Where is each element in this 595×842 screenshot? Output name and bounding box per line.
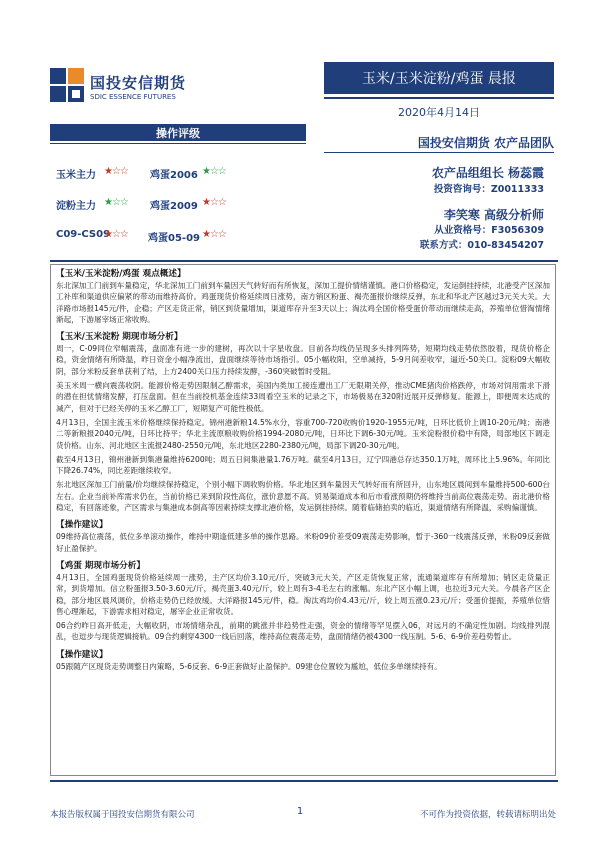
rating-stars-spread-c-cs: ★☆☆ <box>104 229 128 240</box>
rating-label-egg2009: 鸡蛋2009 <box>150 201 198 212</box>
corn-analysis-paragraph-4: 截至4月13日，锦州港新到集港量维持6200吨；周五日间集港量1.76万吨。截至4月13日，辽宁四港总存达350.1万吨，周环比上5.96%。年同比下降26.74%，同比差距继续收窄。 <box>56 454 550 476</box>
rating-stars-egg2009: ★☆☆ <box>202 197 226 208</box>
section-heading-egg-analysis: 【鸡蛋 期现市场分析】 <box>56 560 145 571</box>
egg-advice-paragraph: 05跟随产区现货走势调整日内策略，5-6反套、6-9正套做好止盈保护。09建仓位置较为尴尬，低位多单继续持有。 <box>56 661 442 671</box>
corn-analysis-paragraph-3: 4月13日，全国主流玉米价格继续保持稳定。锦州港新粮14.5%水分，容重700-720收购价1920-1955元/吨，日环比低价上调10-20元/吨；南港二等新粮报2040元/吨，日环比持平；华北主流原粮收购价格1994-2080元/吨，日环比下调6-30元/吨。玉米淀粉报价稳中有降，局部地区下调走货价格。山东、河北地区主流报2480-2550元/吨，东北地区2280-2380元/吨，局部下调20-30元/吨。 <box>56 417 550 450</box>
rating-label-starch: 淀粉主力 <box>56 201 96 212</box>
rating-divider <box>50 143 306 144</box>
analyst-2-name: 李笑寒 高级分析师 <box>443 208 544 222</box>
report-body <box>50 264 556 776</box>
analyst-1-name: 农产品组组长 杨蕊霞 <box>431 166 544 180</box>
rating-label-egg2006: 鸡蛋2006 <box>150 170 198 181</box>
egg-analysis-paragraph-2: 06合约昨日高开低走，大幅收阴，市场情绪杂乱，前期的跳涨并非趋势性走强，资金的情绪等罕见摆入06，对远月的不确定性加剧。均线排列混乱，也逗步与现货逻辑接轨。09合约剩穿4300一线后回落，维持高位震荡走势，盘面情绪仍被4300一线压制。5-6、6-9价差趋势暂止。 <box>56 621 550 642</box>
title-divider <box>324 97 554 99</box>
logo-name-en: SDIC ESSENCE FUTURES <box>90 93 176 101</box>
footer-copyright: 本报告版权属于国投安信期货有限公司 <box>50 810 195 820</box>
rating-title: 操作评级 <box>50 124 306 141</box>
section-heading-overview: 【玉米/玉米淀粉/鸡蛋 观点概述】 <box>56 269 186 279</box>
team-name: 国投安信期货 农产品团队 <box>417 136 554 150</box>
company-logo <box>50 66 210 116</box>
page-number: 1 <box>296 806 304 817</box>
team-divider <box>324 152 554 153</box>
corn-analysis-paragraph-1: 周一，C-09同位窄幅震荡，盘面准有进一步的建树，再次以十字星收盘。目前各均线仍呈现多头排列阵势，短期均线走势依然胶着，现货价格企稳，资金情绪有所降温，昨日资金小幅净流出，盘面继续等待市场指引。05小幅收阳，空单减持，5-9月间差收窄，逼近-50关口。淀粉09大幅收阴，部分米粉反套单获利了结，上方2400关口压力持续发酵，-360突破暂时受阻。 <box>56 344 550 376</box>
footer-rule <box>50 780 558 782</box>
report-date: 2020年4月14日 <box>398 106 480 119</box>
rating-label-egg-spread: 鸡蛋05-09 <box>148 233 200 244</box>
corn-analysis-paragraph-5: 东北地区深加工门前量/价均继续保持稳定，个别小幅下调收购价格。华北地区到车量因天气转好而有所回升，山东地区晨间到车量维持500-600台左右。企业当前补库需求仍在，当前价格已来到阶段性高位，涨价意愿不高。贸易渠道成本和后市看涨预期仍将维持当前高位震荡走势。南北港价格稳定，有回落迹象，产区需求与集港成本倒高等因素持续支撑北港价格，发运倒挂持续。随着临储拍卖的临近，渠道情绪有所降温，采购偏谨慎。 <box>56 480 550 513</box>
section-heading-egg-advice: 【操作建议】 <box>56 649 108 660</box>
analyst-2-contact: 联系方式：010-83454207 <box>419 240 544 251</box>
rating-label-spread-c-cs: C09-CS09 <box>56 229 111 240</box>
rating-stars-starch: ★☆☆ <box>104 197 128 208</box>
rating-stars-egg-spread: ★☆☆ <box>202 229 226 240</box>
analyst-1-license: 投资咨询号：Z0011333 <box>433 184 544 195</box>
egg-analysis-paragraph-1: 4月13日，全国鸡蛋现货价格延续周一涨势，主产区均价3.10元/斤，突破3元大关，产区走货恢复正常，流通渠道库存有所增加；销区走货量正常，到货增加。信立粉蛋报3.50-3.60元/斤，褐壳蛋3.40元/斤，较上周有3-4毛左右的涨幅。东北产区小幅上调，也拉近3元大关。今晨各产区企稳，部分地区晨风调价，价格走势仍已经放缓。大洋路报145元/件，稳。淘汰鸡均价4.43元/斤，较上周五涨0.23元/斤；受蛋价提振，养殖单位惜售心理渐起，下游需求相对稳定，屠宰企业正常收货。 <box>56 572 550 616</box>
rating-label-corn: 玉米主力 <box>56 170 96 181</box>
corn-advice-paragraph: 09维持高位震荡，低位多单滚动操作，维持中期逢低建多单的操作思路。米粉09价差受09震荡走势影响，暂于-360一线震荡反弹，米粉09反套做好止盈保护。 <box>56 532 550 553</box>
rating-stars-egg2006: ★☆☆ <box>202 166 226 177</box>
content-top-rule <box>50 260 558 262</box>
footer-disclaimer: 不可作为投资依据，转载请标明出处 <box>419 810 556 820</box>
report-title: 玉米/玉米淀粉/鸡蛋 晨报 <box>324 62 554 94</box>
section-heading-corn-advice: 【操作建议】 <box>56 520 108 531</box>
rating-stars-corn: ★☆☆ <box>104 166 128 177</box>
logo-name-cn: 国投安信期货 <box>90 74 187 92</box>
logo-mark-icon <box>50 68 84 102</box>
analyst-2-license: 从业资格号：F3056309 <box>434 225 544 236</box>
corn-analysis-paragraph-2: 美玉米周一横向震荡收阴。能源价格走势因限制乙醇需求，美国内类加工接连遭出工厂无限期关停，推动CME猪肉价格跌停，市场对饲用需求下滑的潜在担忧情绪发酵，打压盘面。但在当前投机基金连续33周看空玉米的记录之下，市场极易在320附近展开反弹修复。能源上，即便周末达成的减产，但对于已经关停的玉米乙醇工厂，短期复产可能性极低。 <box>56 381 550 413</box>
overview-paragraph: 东北深加工门前到车量稳定，华北深加工门前到车量因天气转好而有所恢复，深加工提价情绪谨慎。港口价格稳定，发运倒挂持续，北港受产区深加工补库和渠道供应偏紧的带动而维持高价。鸡蛋现货价格延续周日涨势，南方销区粉蛋、褐壳蛋报价继续反弹，东北和华北产区越过3元关大关。大洋路市场报145元/件，企稳；产区走货正常，销区到货量增加，渠道库存升至3天以上；淘汰鸡全国价格受蛋价带动而继续走高，养殖单位惜淘情绪渐起，下游屠宰场正常收购。 <box>56 281 550 324</box>
section-heading-corn-analysis: 【玉米/玉米淀粉 期现市场分析】 <box>56 332 183 343</box>
